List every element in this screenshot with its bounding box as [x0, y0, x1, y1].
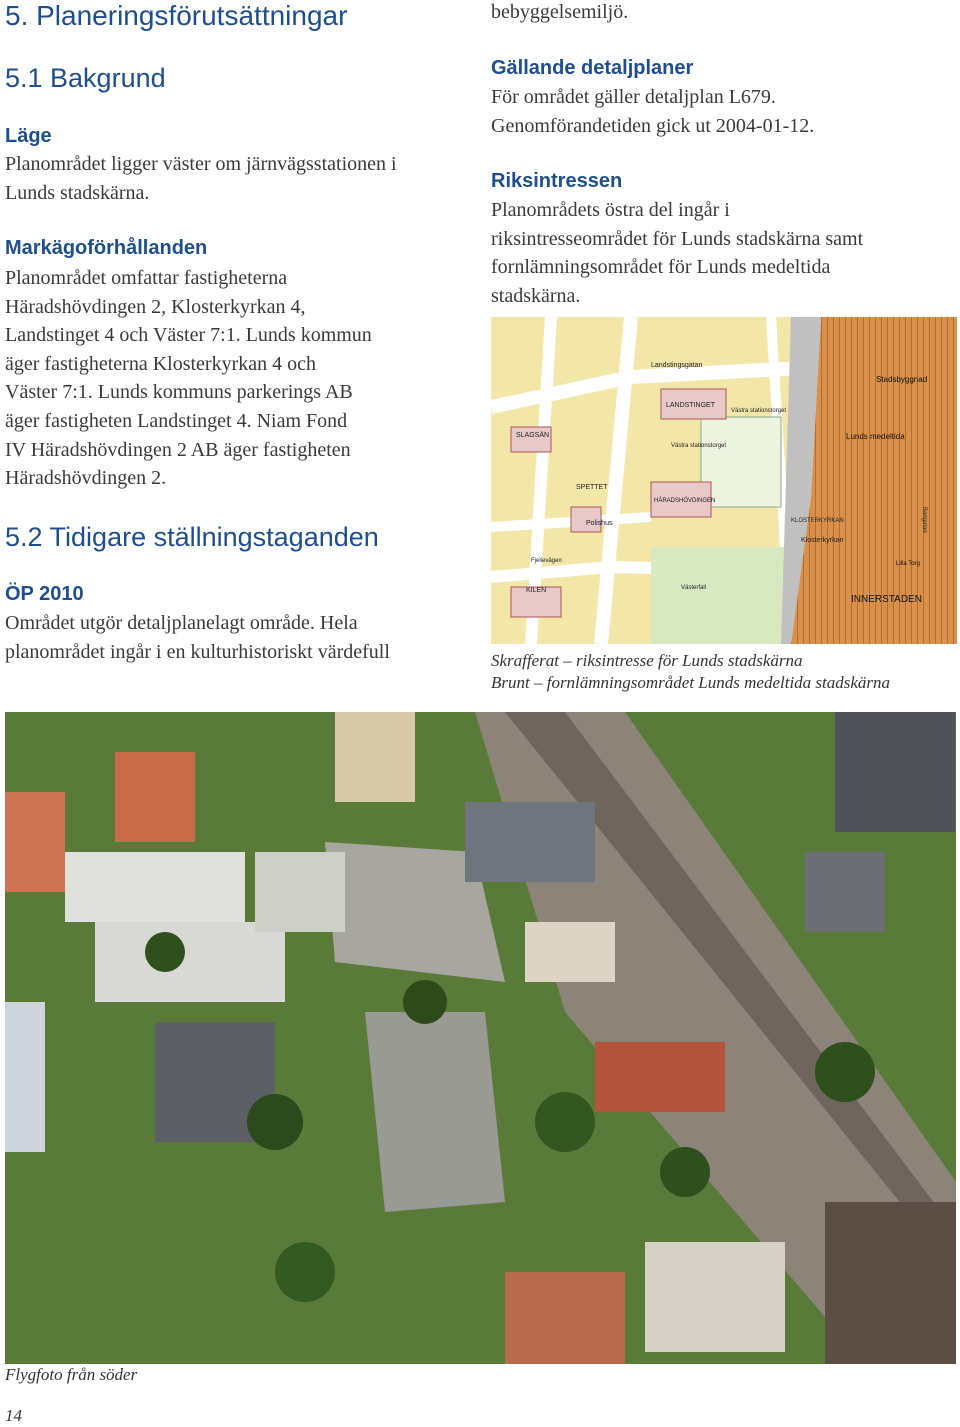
text-line: äger fastigheterna Klosterkyrkan 4 och: [5, 352, 316, 375]
map-label: Lilla Torg: [896, 561, 920, 567]
photo-caption: Flygfoto från söder: [5, 1365, 138, 1384]
map-label: KLOSTERKYRKAN: [791, 518, 844, 524]
section-heading-prior: 5.2 Tidigare ställningstaganden: [5, 522, 379, 552]
map-label: Klosterkyrkan: [801, 537, 844, 544]
text-line: IV Häradshövdingen 2 AB äger fastigheten: [5, 438, 351, 461]
text-line: Området utgör detaljplanelagt område. Hela: [5, 612, 358, 634]
text-line: fornlämningsområdet för Lunds medeltida: [491, 256, 831, 279]
text-line: Häradshövdingen 2.: [5, 467, 167, 490]
map-label: Västerfall: [681, 585, 707, 591]
map-caption-line2: Brunt – fornlämningsområdet Lunds medeltida stadskärna: [491, 673, 891, 692]
map-label: Fjelievägen: [531, 558, 562, 564]
section-heading-background: 5.1 Bakgrund: [5, 63, 166, 93]
paragraph-markagoforhallanden: [5, 264, 372, 493]
aerial-photo: [5, 712, 956, 1364]
map-label: SLAGSÄN: [516, 432, 550, 439]
map-label: Bangatan: [921, 507, 927, 533]
map-label: SPETTET: [576, 484, 608, 491]
plan-map: [491, 317, 957, 644]
text-line: Väster 7:1. Lunds kommuns parkerings AB: [5, 381, 353, 404]
chapter-title: 5. Planeringsförutsättningar: [5, 0, 348, 31]
page-number: 14: [5, 1406, 22, 1425]
text-line: Planområdet ligger väster om järnvägsstationen i: [5, 153, 397, 175]
heading-markagoforhallanden: Markägoförhållanden: [5, 237, 208, 259]
map-label: HÄRADSHÖVDINGEN: [654, 498, 716, 504]
text-line: Genomförandetiden gick ut 2004-01-12.: [491, 114, 815, 137]
map-label: Västra stationstorget: [731, 408, 787, 414]
paragraph-op2010: [5, 609, 390, 666]
map-label: Västra stationstorget: [671, 443, 727, 449]
heading-detaljplaner: Gällande detaljplaner: [491, 57, 694, 79]
text-line: Lunds stadskärna.: [5, 181, 150, 204]
text-line: Häradshövdingen 2, Klosterkyrkan 4,: [5, 295, 306, 318]
text-line: Planområdet omfattar fastigheterna: [5, 267, 288, 289]
map-label: Lunds medeltida: [846, 432, 905, 441]
paragraph-riksintressen: [491, 196, 863, 310]
paragraph-detaljplaner: [491, 83, 814, 140]
paragraph-lage: [5, 150, 397, 207]
map-label: LANDSTINGET: [666, 402, 716, 409]
map-label: INNERSTADEN: [851, 594, 922, 605]
text-line: Planområdets östra del ingår i: [491, 199, 730, 221]
map-caption-line1: Skrafferat – riksintresse för Lunds stadskärna: [491, 651, 803, 670]
text-line: För området gäller detaljplan L679.: [491, 86, 776, 108]
map-label: KILEN: [526, 587, 547, 594]
heading-riksintressen: Riksintressen: [491, 170, 623, 192]
map-label: Stadsbyggnad: [876, 375, 928, 384]
text-line: Landstinget 4 och Väster 7:1. Lunds kommun: [5, 324, 372, 347]
text-line: planområdet ingår i en kulturhistoriskt värdefull: [5, 640, 390, 663]
heading-lage: Läge: [5, 125, 52, 147]
text-line: äger fastigheten Landstinget 4. Niam Fond: [5, 409, 348, 432]
heading-op2010: ÖP 2010: [5, 583, 84, 605]
map-label: Landstingsgatan: [651, 362, 703, 369]
map-label: Polishus: [586, 520, 613, 527]
paragraph-continuation: bebyggelsemiljö.: [491, 1, 629, 23]
text-line: stadskärna.: [491, 284, 581, 307]
text-line: riksintresseområdet för Lunds stadskärna samt: [491, 227, 864, 250]
